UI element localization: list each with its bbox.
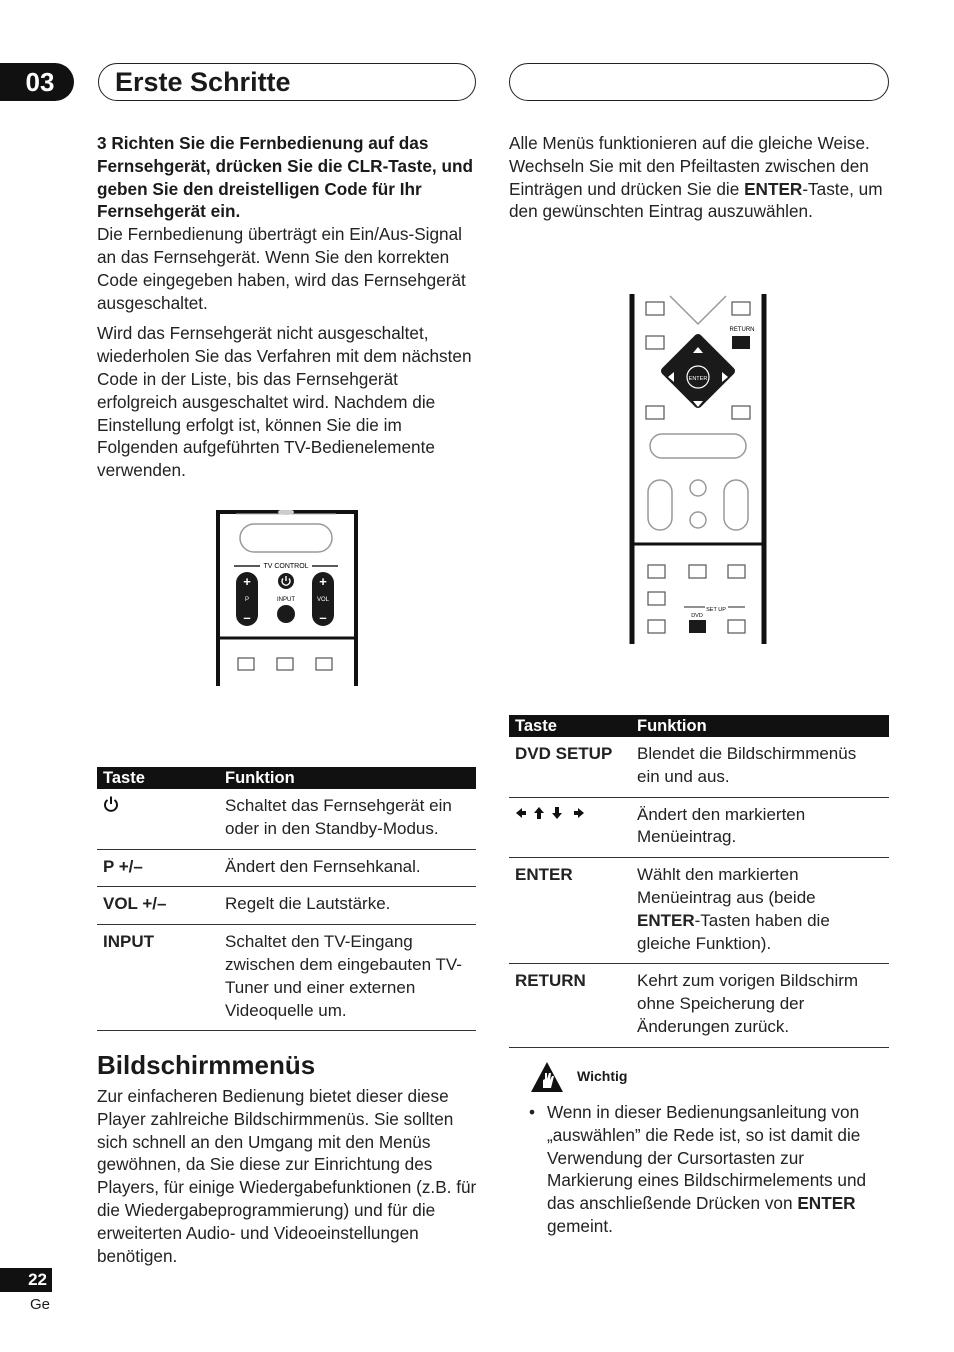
table-key bbox=[509, 797, 631, 858]
table-row bbox=[509, 737, 889, 797]
table-header-key: Taste bbox=[97, 767, 219, 789]
table-row bbox=[97, 887, 476, 925]
table-key: VOL +/– bbox=[97, 887, 219, 925]
p-label: P bbox=[244, 597, 250, 603]
step-paragraph-2: Wird das Fernsehgerät nicht ausgeschaltet, wiederholen Sie das Verfahren mit dem nächsten Code in der Liste, bis das Fernsehgerät erfolgreich ausgeschaltet wird. Nachdem die Einstellung erfolgt ist, können Sie die im Folgenden aufgeführten TV-Bedienelemente verwenden. bbox=[97, 323, 472, 481]
power-icon bbox=[103, 795, 119, 813]
header-empty-box bbox=[509, 63, 889, 101]
chapter-title: Erste Schritte bbox=[115, 67, 291, 97]
important-text bbox=[547, 1101, 892, 1238]
vol-label: VOL bbox=[316, 597, 330, 603]
table-row bbox=[97, 789, 476, 849]
step-paragraph-1: Die Fernbedienung überträgt ein Ein/Aus-Signal an das Fernsehgerät. Wenn Sie den korrekten Code eingegeben haben, wird das Fernsehgerät ausgeschaltet. bbox=[97, 224, 466, 313]
table-value: Kehrt zum vorigen Bildschirm ohne Speicherung der Änderungen zurück. bbox=[631, 964, 889, 1047]
tv-control-label: TV CONTROL bbox=[263, 563, 309, 570]
value-text: Wählt den markierten Menüeintrag aus (beide bbox=[637, 865, 816, 907]
step-heading: 3 Richten Sie die Fernbedienung auf das Fernsehgerät, drücken Sie die CLR-Taste, und geben Sie den dreistelligen Code für Ihr Fernsehgerät ein. bbox=[97, 133, 473, 222]
right-intro bbox=[509, 132, 889, 223]
left-intro bbox=[97, 132, 477, 482]
table-key bbox=[97, 789, 219, 849]
table-value: Ändert den Fernsehkanal. bbox=[219, 849, 476, 887]
setup-label: SET UP bbox=[706, 607, 726, 613]
svg-text:–: – bbox=[243, 610, 251, 625]
value-emphasis: ENTER bbox=[637, 910, 695, 930]
table-value bbox=[631, 858, 889, 964]
table-row bbox=[97, 925, 476, 1031]
section-text: Zur einfacheren Bedienung bietet dieser diese Player zahlreiche Bildschirmmenüs. Sie sollten sich schnell an den Umgang mit den Menüs gewöhnen, da Sie diese zur Einrichtung des Players, für einige Wiedergabefunktionen (z.B. für die Wiedergabeprogrammierung) und für die erweiterten Audio- und Videoeinstellungen benötigen. bbox=[97, 1086, 477, 1266]
table-key: P +/– bbox=[97, 849, 219, 887]
intro-text: Alle Menüs funktionieren auf die gleiche Weise. Wechseln Sie mit den Pfeiltasten zwischen den Einträgen und drücken Sie die bbox=[509, 133, 870, 199]
dvd-label: DVD bbox=[691, 613, 703, 619]
table-header-function: Funktion bbox=[631, 715, 889, 737]
chapter-badge: 03 bbox=[0, 63, 74, 101]
svg-text:–: – bbox=[319, 610, 327, 625]
chapter-title-box bbox=[98, 63, 476, 101]
dvd-remote-illustration bbox=[628, 294, 768, 646]
intro-text-end: -Taste, um den gewünschten Eintrag auszuwählen. bbox=[509, 178, 883, 222]
enter-emphasis: ENTER bbox=[744, 178, 803, 199]
important-label: Wichtig bbox=[577, 1068, 628, 1084]
table-value: Regelt die Lautstärke. bbox=[219, 887, 476, 925]
menu-function-table bbox=[509, 715, 889, 1048]
return-label: RETURN bbox=[729, 327, 755, 333]
page-number: 22 bbox=[0, 1268, 52, 1292]
important-text-end: gemeint. bbox=[547, 1215, 613, 1236]
table-row bbox=[97, 849, 476, 887]
table-key: RETURN bbox=[509, 964, 631, 1047]
enter-label: ENTER bbox=[688, 376, 708, 382]
language-code: Ge bbox=[30, 1296, 51, 1313]
table-row bbox=[509, 964, 889, 1047]
table-value: Ändert den markierten Menüeintrag. bbox=[631, 797, 889, 858]
tv-function-table bbox=[97, 767, 476, 1031]
table-value: Blendet die Bildschirmmenüs ein und aus. bbox=[631, 737, 889, 797]
tv-remote-illustration bbox=[216, 510, 358, 686]
arrow-keys-icon bbox=[515, 806, 585, 820]
svg-text:+: + bbox=[243, 574, 251, 589]
table-value: Schaltet den TV-Eingang zwischen dem eingebauten TV-Tuner und einer externen Videoquelle um. bbox=[219, 925, 476, 1031]
table-row bbox=[509, 797, 889, 858]
section-title: Bildschirmmenüs bbox=[97, 1050, 316, 1080]
table-value: Schaltet das Fernsehgerät ein oder in den Standby-Modus. bbox=[219, 789, 476, 849]
table-header-function: Funktion bbox=[219, 767, 476, 789]
important-text-start: Wenn in dieser Bedienungsanleitung von „auswählen” die Rede ist, so ist damit die Verwendung der Cursortasten zur Markierung eines Bildschirmelements und das anschließende Drücken von bbox=[547, 1102, 867, 1214]
table-header-key: Taste bbox=[509, 715, 631, 737]
table-key: INPUT bbox=[97, 925, 219, 1031]
warning-hand-icon bbox=[529, 1060, 565, 1094]
bullet-marker: • bbox=[529, 1102, 536, 1122]
input-label: INPUT bbox=[277, 597, 295, 603]
table-key: DVD SETUP bbox=[509, 737, 631, 797]
enter-emphasis: ENTER bbox=[797, 1193, 856, 1214]
svg-text:+: + bbox=[319, 574, 327, 589]
value-text-end: -Tasten haben die gleiche Funktion). bbox=[637, 910, 830, 953]
table-key: ENTER bbox=[509, 858, 631, 964]
table-row bbox=[509, 858, 889, 964]
